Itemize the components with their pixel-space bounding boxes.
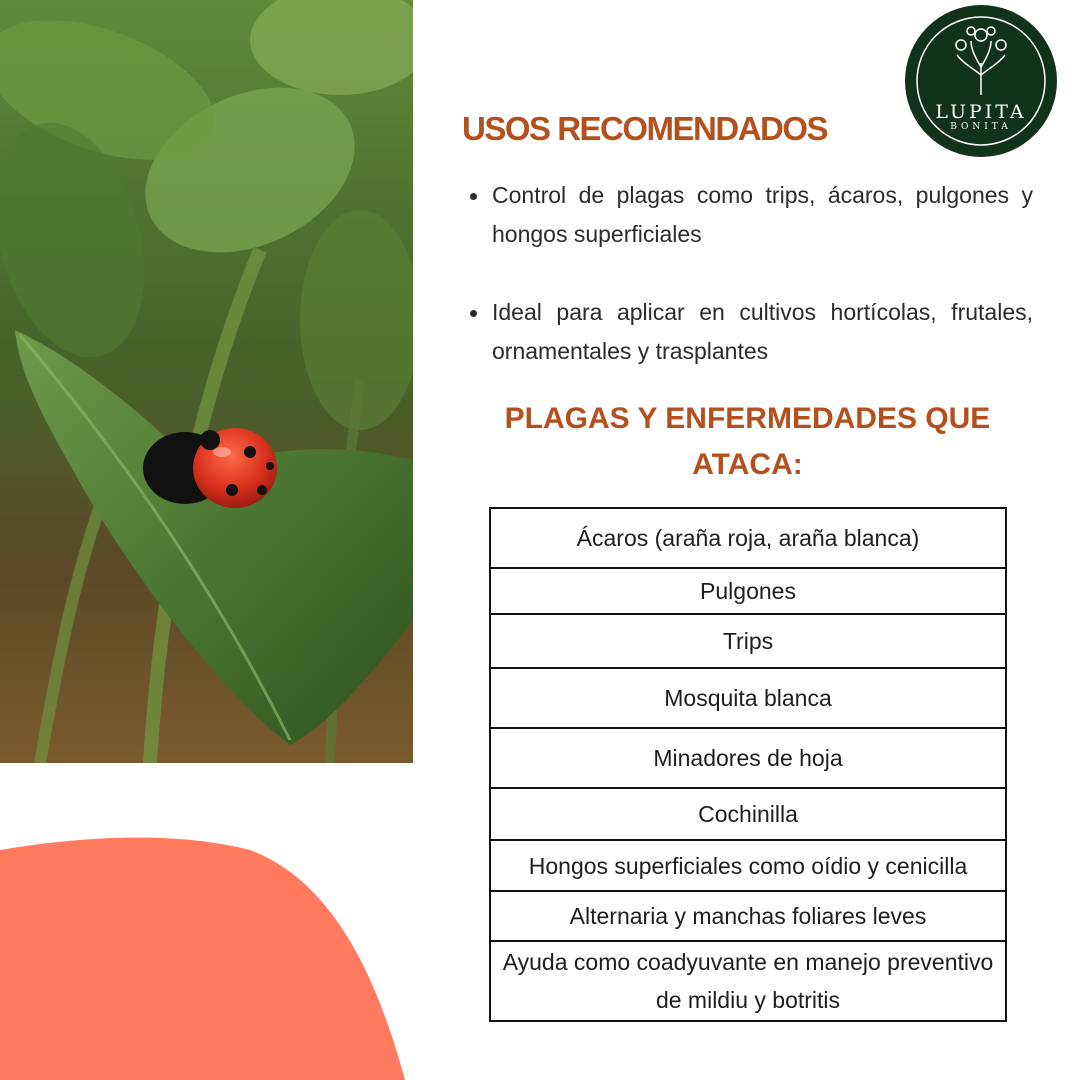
logo-subtitle: BONITA — [950, 122, 1012, 132]
table-row — [490, 941, 1006, 1021]
logo-name: LUPITA — [935, 101, 1027, 123]
table-cell: Ácaros (araña roja, araña blanca) — [490, 508, 1006, 568]
table-row — [490, 840, 1006, 891]
uses-item: Ideal para aplicar en cultivos hortícolas, frutales, ornamentales y trasplantes — [468, 293, 1033, 371]
uses-heading: USOS RECOMENDADOS — [462, 110, 828, 147]
bullet-icon — [470, 310, 477, 317]
ladybug-photo — [0, 0, 413, 763]
pests-table — [489, 507, 1007, 1022]
uses-list — [468, 176, 1033, 371]
pests-heading: PLAGAS Y ENFERMEDADES QUE ATACA: — [504, 402, 991, 481]
table-row — [490, 568, 1006, 614]
brand-logo — [905, 5, 1057, 157]
table-row — [490, 788, 1006, 840]
table-row — [490, 728, 1006, 788]
table-cell: Alternaria y manchas foliares leves — [490, 891, 1006, 941]
table-row — [490, 668, 1006, 728]
table-row — [490, 614, 1006, 668]
uses-item: Control de plagas como trips, ácaros, pulgones y hongos superficiales — [468, 176, 1033, 254]
table-cell: Mosquita blanca — [490, 668, 1006, 728]
table-cell: Minadores de hoja — [490, 728, 1006, 788]
table-cell: Ayuda como coadyuvante en manejo preventivo de mildiu y botritis — [490, 941, 1006, 1021]
bullet-icon — [470, 193, 477, 200]
table-cell: Pulgones — [490, 568, 1006, 614]
table-row — [490, 891, 1006, 941]
table-cell: Trips — [490, 614, 1006, 668]
table-cell: Hongos superficiales como oídio y cenicilla — [490, 840, 1006, 891]
table-row — [490, 508, 1006, 568]
table-cell: Cochinilla — [490, 788, 1006, 840]
